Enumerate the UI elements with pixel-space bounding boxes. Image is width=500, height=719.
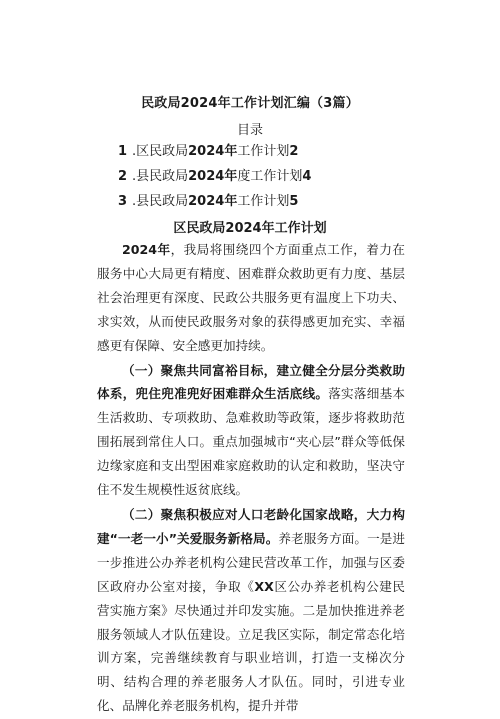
toc-item-year: 2024年 xyxy=(188,194,238,209)
item-1-heading: （一）聚焦共同富裕目标，建立健全分层分类救助体系，兜住兜准兜好困难群众生活底线。 xyxy=(97,362,405,402)
toc-item-year: 2024年 xyxy=(188,169,238,184)
intro-text: ，我局将围绕四个方面重点工作，着力在服务中心大局更有精度、困难群众救助更有力度、基层社会治理更有深度、民政公共服务更有温度上下功夫、求实效，从而使民政服务对象的获得感更加充实、幸福感更有保障、安全感更加持续。 xyxy=(97,242,405,353)
toc-item-page: 4 xyxy=(302,169,312,184)
toc-item-page: 2 xyxy=(289,144,299,159)
intro-lead: 2024年 xyxy=(122,242,171,257)
toc-item-number: 1 xyxy=(118,144,128,159)
toc-item[interactable] xyxy=(118,193,311,218)
intro-paragraph xyxy=(97,238,405,358)
table-of-contents xyxy=(118,143,311,218)
toc-item-name: 度工作计划 xyxy=(237,169,303,184)
toc-heading: 目录 xyxy=(236,123,263,138)
toc-item-number: 3 xyxy=(118,194,128,209)
toc-item-page: 5 xyxy=(289,194,299,209)
body-text xyxy=(97,238,405,719)
toc-item-name: 工作计划 xyxy=(237,194,290,209)
item-1-paragraph xyxy=(97,359,405,502)
item-2-text-b: 区公办养老机构公建民营实施方案》尽快通过并印发实施。二是加快推进养老服务领域人才队伍建设。立足我区实际，制定常态化培训方案，完善继续教育与职业培训，打造一支梯次分明、结构合理的养老服务人才队伍。同时，引进专业化、品牌化养老服务机构，提升并带 xyxy=(97,578,405,714)
item-2-text-xx: XX xyxy=(254,578,274,594)
toc-item-prefix: .县民政局 xyxy=(132,169,189,184)
toc-item-prefix: .区民政局 xyxy=(132,144,189,159)
item-2-heading: （二）聚焦积极应对人口老龄化国家战略，大力构建“一老一小”关爱服务新格局。 xyxy=(97,506,405,546)
document-title: 民政局2024年工作计划汇编（3篇） xyxy=(141,96,359,111)
toc-item-prefix: .县民政局 xyxy=(132,194,189,209)
section-title: 区民政局2024年工作计划 xyxy=(173,221,327,236)
item-2-text-a: 养老服务方面。一是进一步推进公办养老机构公建民营改革工作，加强与区委区政府办公室对接，争取《 xyxy=(97,530,405,594)
toc-item-number: 2 xyxy=(118,169,128,184)
toc-item[interactable] xyxy=(118,168,311,193)
toc-item-year: 2024年 xyxy=(188,144,238,159)
toc-item[interactable] xyxy=(118,143,311,168)
item-1-text: 落实落细基本生活救助、专项救助、急难救助等政策，逐步将救助范围拓展到常住人口。重点加强城市“夹心层”群众等低保边缘家庭和支出型困难家庭救助的认定和救助，坚决守住不发生规模性返贫底线。 xyxy=(97,386,405,498)
toc-item-name: 工作计划 xyxy=(237,144,290,159)
item-2-paragraph xyxy=(97,503,405,718)
